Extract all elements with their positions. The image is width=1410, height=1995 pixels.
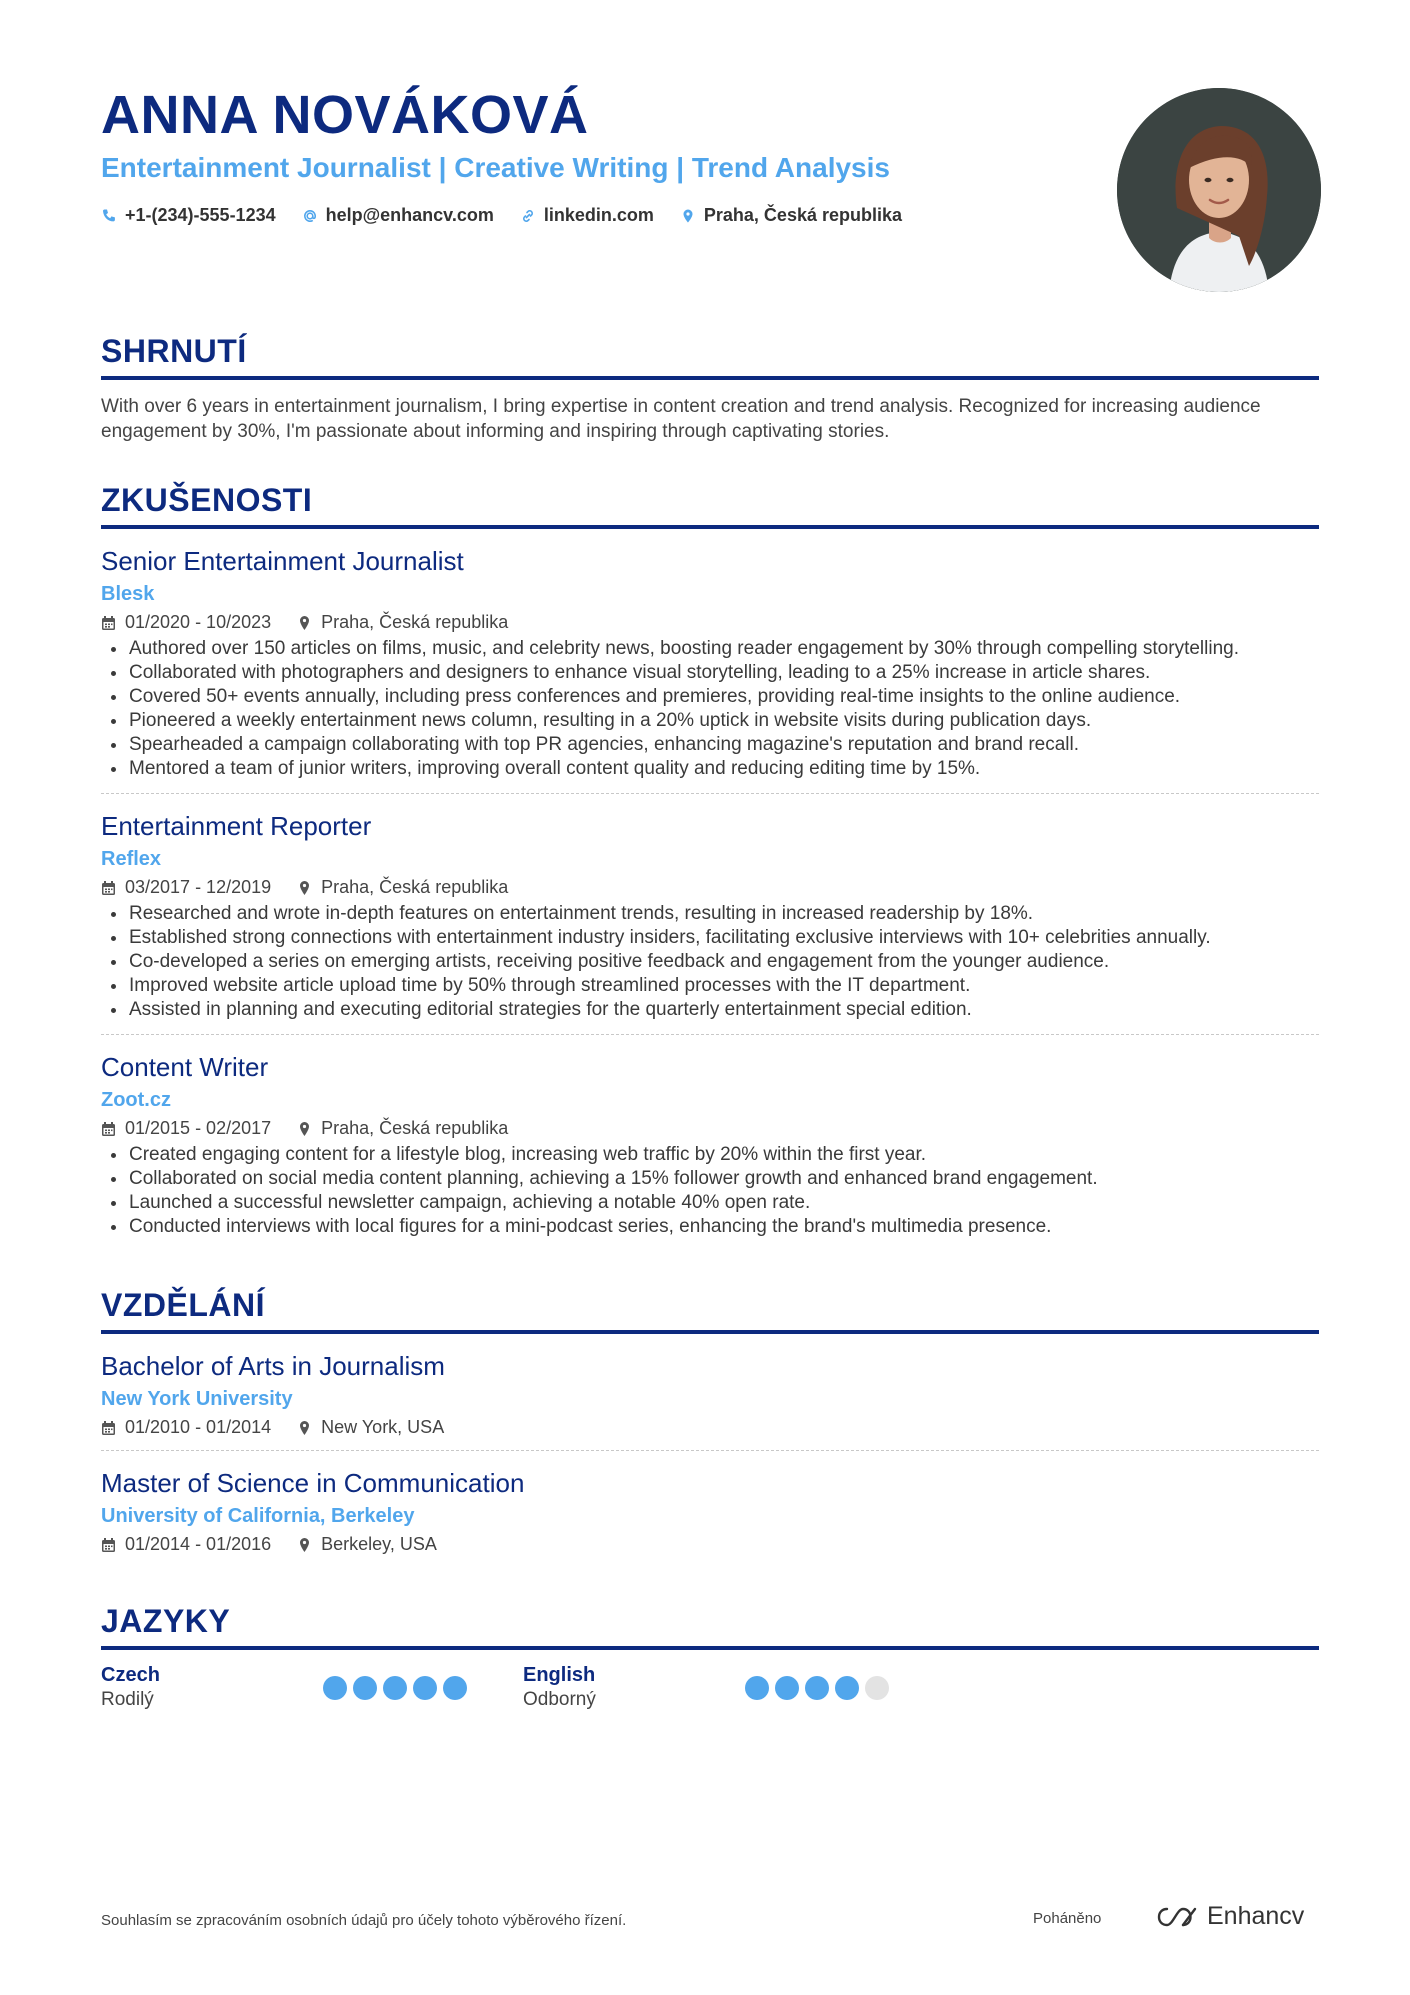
education-entry <box>101 1334 1319 1451</box>
job-meta <box>101 612 1319 633</box>
education-location <box>297 1534 437 1555</box>
job-location-text: Praha, Česká republika <box>321 612 509 632</box>
rating-dot-filled <box>323 1676 347 1700</box>
contact-list <box>101 205 902 226</box>
job-dates-text: 01/2015 - 02/2017 <box>125 1118 272 1138</box>
calendar-icon <box>101 880 116 896</box>
bullet-item: Conducted interviews with local figures for a mini-podcast series, enhancing the brand's multimedia presence. <box>101 1215 1319 1239</box>
education-entry <box>101 1451 1319 1555</box>
bullet-item: Collaborated with photographers and designers to enhance visual storytelling, leading to a 25% increase in article shares. <box>101 661 1319 685</box>
contact-email[interactable] <box>302 205 494 226</box>
job-location-text: Praha, Česká republika <box>321 1118 509 1138</box>
job-bullets <box>101 902 1319 1022</box>
languages-section <box>101 1603 1319 1711</box>
contact-email-text: help@enhancv.com <box>325 205 494 225</box>
language-name: Czech <box>101 1664 160 1686</box>
bullet-item: Pioneered a weekly entertainment news column, resulting in a 20% uptick in website visits during publication days. <box>101 709 1319 733</box>
summary-text: With over 6 years in entertainment journalism, I bring expertise in content creation and trend analysis. Recognized for increasing audience engagement by 30%, I'm passionate about informing and inspiring through captivating stories. <box>101 396 1261 442</box>
bullet-item: Covered 50+ events annually, including press conferences and premieres, providing real-time insights to the online audience. <box>101 685 1319 709</box>
resume-header <box>101 0 1319 310</box>
bullet-item: Collaborated on social media content planning, achieving a 15% follower growth and enhanced brand engagement. <box>101 1167 1319 1191</box>
language-rating <box>323 1676 467 1711</box>
job-bullets <box>101 637 1319 781</box>
languages-heading: JAZYKY <box>101 1603 1319 1650</box>
rating-dot-filled <box>745 1676 769 1700</box>
calendar-icon <box>101 615 116 631</box>
education-section <box>101 1287 1319 1555</box>
education-location-text: Berkeley, USA <box>321 1534 437 1554</box>
degree-title: Bachelor of Arts in Journalism <box>101 1351 445 1381</box>
candidate-tagline: Entertainment Journalist | Creative Writing | Trend Analysis <box>101 152 890 183</box>
education-dates-text: 01/2014 - 01/2016 <box>125 1534 272 1554</box>
bullet-item: Assisted in planning and executing editorial strategies for the quarterly entertainment special edition. <box>101 998 1319 1022</box>
job-meta <box>101 1118 1319 1139</box>
bullet-item: Mentored a team of junior writers, improving overall content quality and reducing editing time by 15%. <box>101 757 1319 781</box>
job-bullets <box>101 1143 1319 1239</box>
resume-page <box>101 0 1319 1711</box>
language-rating <box>745 1676 889 1711</box>
experience-heading: ZKUŠENOSTI <box>101 482 1319 529</box>
company-name: Reflex <box>101 848 162 870</box>
location-pin-icon <box>297 1537 312 1553</box>
profile-photo <box>1117 88 1321 292</box>
language-name: English <box>523 1664 596 1686</box>
calendar-icon <box>101 1121 116 1137</box>
bullet-item: Co-developed a series on emerging artists, receiving positive feedback and engagement from the younger audience. <box>101 950 1319 974</box>
link-icon <box>520 208 536 224</box>
summary-heading: SHRNUTÍ <box>101 333 1319 380</box>
bullet-item: Established strong connections with entertainment industry insiders, facilitating exclusive interviews with 10+ celebrities annually. <box>101 926 1319 950</box>
rating-dot-filled <box>443 1676 467 1700</box>
job-title: Content Writer <box>101 1052 269 1082</box>
calendar-icon <box>101 1537 116 1553</box>
language-level: Odborný <box>523 1689 596 1710</box>
rating-dot-empty <box>865 1676 889 1700</box>
language-item <box>101 1664 523 1711</box>
contact-location-text: Praha, Česká republika <box>703 205 903 225</box>
education-heading: VZDĚLÁNÍ <box>101 1287 1319 1334</box>
job-title: Entertainment Reporter <box>101 811 372 841</box>
bullet-item: Improved website article upload time by 50% through streamlined processes with the IT department. <box>101 974 1319 998</box>
job-title: Senior Entertainment Journalist <box>101 546 464 576</box>
contact-phone[interactable] <box>101 205 276 226</box>
rating-dot-filled <box>805 1676 829 1700</box>
job-meta <box>101 877 1319 898</box>
experience-entry <box>101 794 1319 1035</box>
location-pin-icon <box>297 1121 312 1137</box>
candidate-name: ANNA NOVÁKOVÁ <box>101 85 589 145</box>
school-name: New York University <box>101 1388 293 1410</box>
education-meta <box>101 1417 1319 1438</box>
job-location <box>297 877 508 898</box>
job-location <box>297 1118 508 1139</box>
bullet-item: Launched a successful newsletter campaign, achieving a notable 40% open rate. <box>101 1191 1319 1215</box>
bullet-item: Authored over 150 articles on films, music, and celebrity news, boosting reader engagement by 30% through compelling storytelling. <box>101 637 1319 661</box>
experience-entry <box>101 529 1319 794</box>
job-dates-text: 03/2017 - 12/2019 <box>125 877 272 897</box>
language-text <box>523 1664 745 1711</box>
company-name: Zoot.cz <box>101 1089 171 1111</box>
language-list <box>101 1664 1319 1711</box>
bullet-item: Researched and wrote in-depth features on entertainment trends, resulting in increased readership by 18%. <box>101 902 1319 926</box>
calendar-icon <box>101 1420 116 1436</box>
bullet-item: Created engaging content for a lifestyle blog, increasing web traffic by 20% within the first year. <box>101 1143 1319 1167</box>
consent-text: Souhlasím se zpracováním osobních údajů pro účely tohoto výběrového řízení. <box>101 1912 627 1929</box>
contact-linkedin-text: linkedin.com <box>543 205 654 225</box>
language-item <box>523 1664 945 1711</box>
location-pin-icon <box>297 880 312 896</box>
experience-entry <box>101 1035 1319 1239</box>
language-text <box>101 1664 323 1711</box>
education-dates <box>101 1417 271 1438</box>
education-dates-text: 01/2010 - 01/2014 <box>125 1417 272 1437</box>
powered-by-label: Poháněno <box>1033 1910 1102 1927</box>
education-location <box>297 1417 444 1438</box>
degree-title: Master of Science in Communication <box>101 1468 525 1498</box>
school-name: University of California, Berkeley <box>101 1505 415 1527</box>
education-dates <box>101 1534 271 1555</box>
company-name: Blesk <box>101 583 155 605</box>
enhancv-logo-text: Enhancv <box>1207 1902 1305 1930</box>
phone-icon <box>101 208 117 224</box>
contact-location <box>680 205 902 226</box>
rating-dot-filled <box>775 1676 799 1700</box>
job-dates <box>101 1118 271 1139</box>
job-dates <box>101 877 271 898</box>
language-level: Rodilý <box>101 1689 154 1710</box>
location-pin-icon <box>680 208 696 224</box>
enhancv-logo-icon <box>1155 1905 1201 1929</box>
job-dates <box>101 612 271 633</box>
job-location <box>297 612 508 633</box>
education-location-text: New York, USA <box>321 1417 445 1437</box>
location-pin-icon <box>297 615 312 631</box>
contact-linkedin[interactable] <box>520 205 654 226</box>
rating-dot-filled <box>413 1676 437 1700</box>
bullet-item: Spearheaded a campaign collaborating with top PR agencies, enhancing magazine's reputation and brand recall. <box>101 733 1319 757</box>
enhancv-logo[interactable] <box>1155 1902 1304 1931</box>
rating-dot-filled <box>353 1676 377 1700</box>
contact-phone-text: +1-(234)-555-1234 <box>125 205 276 225</box>
rating-dot-filled <box>835 1676 859 1700</box>
page-footer <box>101 1902 1319 1942</box>
rating-dot-filled <box>383 1676 407 1700</box>
location-pin-icon <box>297 1420 312 1436</box>
experience-section <box>101 482 1319 1239</box>
job-location-text: Praha, Česká republika <box>321 877 509 897</box>
at-icon <box>302 208 318 224</box>
education-meta <box>101 1534 1319 1555</box>
job-dates-text: 01/2020 - 10/2023 <box>125 612 272 632</box>
summary-section <box>101 333 1319 444</box>
